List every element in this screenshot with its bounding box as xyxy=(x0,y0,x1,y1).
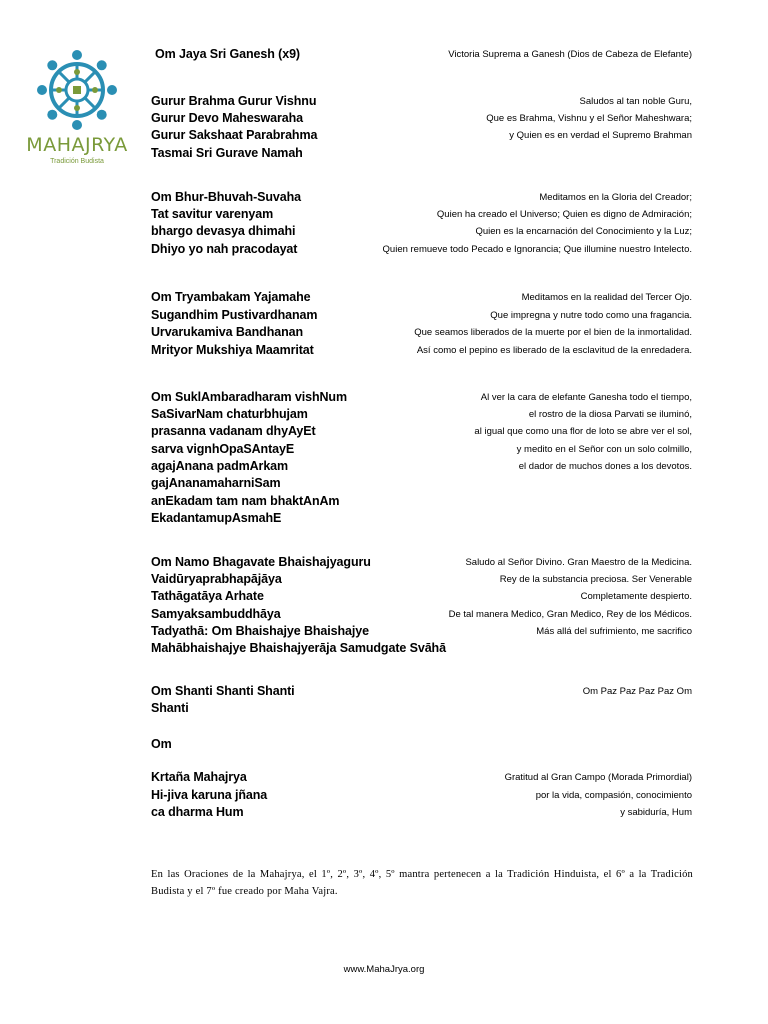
footnote: En las Oraciones de la Mahajrya, el 1º, 2º, 3º, 4º, 5º mantra pertenecen a la Tradición Hinduista, el 6º a la Tradición Budista y el 7º fue creado por Maha Vajra. xyxy=(151,869,693,897)
translation-line: Que es Brahma, Vishnu y el Señor Maheshwara; xyxy=(486,113,692,124)
mantra-title-translation: Victoria Suprema a Ganesh (Dios de Cabeza de Elefante) xyxy=(448,49,692,60)
translation-line: Saludos al tan noble Guru, xyxy=(579,96,692,107)
mantra-line: Samyaksambuddhāya xyxy=(151,607,281,621)
mantra-line: bhargo devasya dhimahi xyxy=(151,224,296,238)
mantra-line: Hi-jiva karuna jñana xyxy=(151,788,268,802)
dharma-wheel-icon xyxy=(18,48,136,134)
translation-line: Que impregna y nutre todo como una fragancia. xyxy=(490,310,692,321)
mantra-line: Om xyxy=(151,737,172,751)
logo-tagline: Tradición Budista xyxy=(50,158,104,165)
translation-line: Al ver la cara de elefante Ganesha todo el tiempo, xyxy=(480,392,692,403)
translation-line: Meditamos en la Gloria del Creador; xyxy=(539,192,692,203)
mantra-line: gajAnanamaharniSam xyxy=(151,476,281,490)
translation-line: Completamente despierto. xyxy=(580,591,692,602)
translation-line: Saludo al Señor Divino. Gran Maestro de la Medicina. xyxy=(465,557,692,568)
mantra-line: Om Bhur-Bhuvah-Suvaha xyxy=(151,190,301,204)
translation-line: el rostro de la diosa Parvati se iluminó, xyxy=(528,409,692,420)
mantra-line: Mrityor Mukshiya Maamritat xyxy=(151,343,314,357)
translation-line: Quien remueve todo Pecado e Ignorancia; Que illumine nuestro Intelecto. xyxy=(382,244,692,255)
translation-line: y sabiduría, Hum xyxy=(620,807,692,818)
mantra-line: Om Shanti Shanti Shanti xyxy=(151,684,295,698)
mantra-line: Gurur Brahma Gurur Vishnu xyxy=(151,94,317,108)
logo-name: MAHAJRYA xyxy=(26,134,128,156)
mantra-line: EkadantamupAsmahE xyxy=(151,511,282,525)
translation-line: Más allá del sufrimiento, me sacrifico xyxy=(536,626,692,637)
mantra-line: Dhiyo yo nah pracodayat xyxy=(151,242,298,256)
mantra-line: Shanti xyxy=(151,701,189,715)
mantra-line: anEkadam tam nam bhaktAnAm xyxy=(151,494,340,508)
website-link[interactable]: www.MahaJrya.org xyxy=(343,964,425,975)
mantra-line: Om Namo Bhagavate Bhaishajyaguru xyxy=(151,555,371,569)
mantra-line: Om SuklAmbaradharam vishNum xyxy=(151,390,347,404)
translation-line: por la vida, compasión, conocimiento xyxy=(535,790,692,801)
mantra-line: Urvarukamiva Bandhanan xyxy=(151,325,304,339)
translation-line: y Quien es en verdad el Supremo Brahman xyxy=(509,130,692,141)
translation-line: Quien ha creado el Universo; Quien es digno de Admiración; xyxy=(436,209,692,220)
translation-line: De tal manera Medico, Gran Medico, Rey de los Médicos. xyxy=(448,609,692,620)
translation-line: Que seamos liberados de la muerte por el bien de la inmortalidad. xyxy=(414,327,692,338)
translation-line: y medito en el Señor con un solo colmillo, xyxy=(516,444,692,455)
translation-line: Así como el pepino es liberado de la esclavitud de la enredadera. xyxy=(416,345,692,356)
mantra-line: Krtaña Mahajrya xyxy=(151,770,247,784)
mantra-line: Gurur Devo Maheswaraha xyxy=(151,111,304,125)
translation-line: Quien es la encarnación del Conocimiento y la Luz; xyxy=(475,226,692,237)
mantra-title: Om Jaya Sri Ganesh (x9) xyxy=(155,47,300,61)
mantra-line: prasanna vadanam dhyAyEt xyxy=(151,424,316,438)
translation-line: Meditamos en la realidad del Tercer Ojo. xyxy=(521,292,692,303)
mantra-line: Mahābhaishajye Bhaishajyerāja Samudgate Svāhā xyxy=(151,641,446,655)
mantra-line: agajAnana padmArkam xyxy=(151,459,289,473)
translation-line: al igual que como una flor de loto se abre ver el sol, xyxy=(474,426,692,437)
translation-line: el dador de muchos dones a los devotos. xyxy=(518,461,692,472)
mantra-line: SaSivarNam chaturbhujam xyxy=(151,407,308,421)
translation-line: Gratitud al Gran Campo (Morada Primordial) xyxy=(504,772,692,783)
translation-line: Rey de la substancia preciosa. Ser Venerable xyxy=(499,574,692,585)
mantra-line: Tasmai Sri Gurave Namah xyxy=(151,146,303,160)
mantra-line: Sugandhim Pustivardhanam xyxy=(151,308,318,322)
translation-line: Om Paz Paz Paz Paz Om xyxy=(582,686,692,697)
mantra-line: ca dharma Hum xyxy=(151,805,244,819)
mahajrya-logo xyxy=(18,48,136,176)
mantra-line: Tathāgatāya Arhate xyxy=(151,589,264,603)
mantra-line: Vaidūryaprabhарājāya xyxy=(151,572,282,586)
mantra-line: sarva vignhOpaSAntayE xyxy=(151,442,295,456)
mantra-line: Tadyathā: Om Bhaishajye Bhaishajye xyxy=(151,624,369,638)
mantra-line: Om Tryambakam Yajamahe xyxy=(151,290,311,304)
mantra-line: Tat savitur varenyam xyxy=(151,207,274,221)
mantra-line: Gurur Sakshaat Parabrahma xyxy=(151,128,318,142)
